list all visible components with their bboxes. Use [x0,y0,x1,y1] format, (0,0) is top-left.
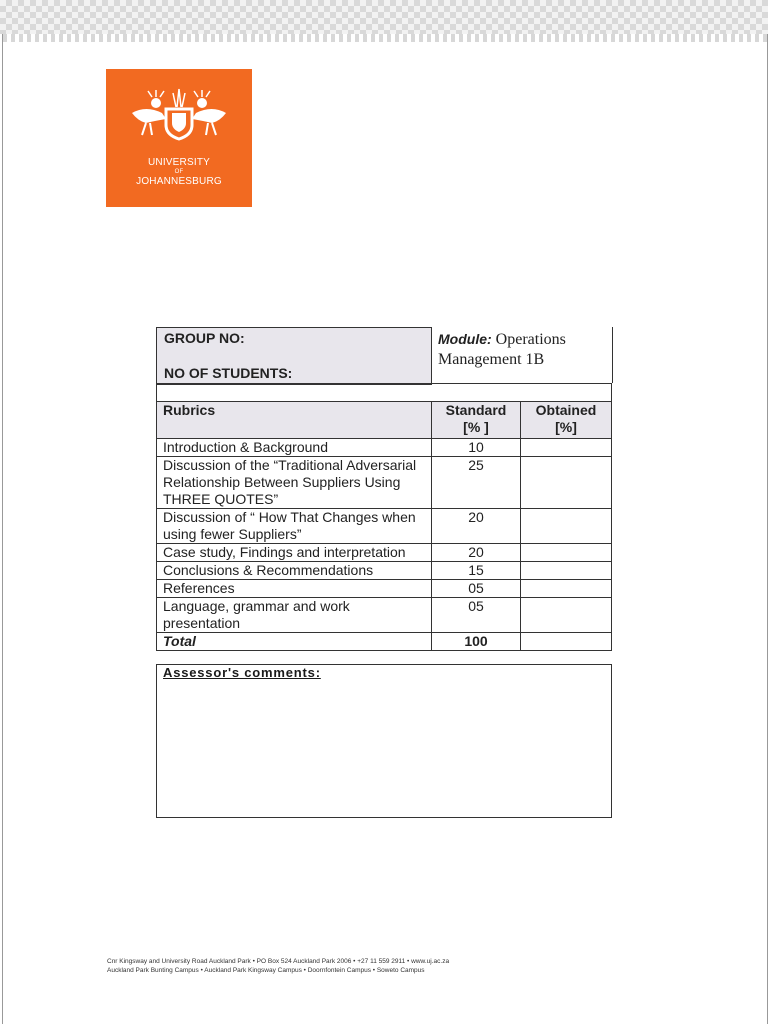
total-obtained[interactable] [521,633,612,651]
transparency-background [0,0,768,34]
rubric-cell: Language, grammar and work presentation [157,598,432,633]
rubric-cell: References [157,580,432,598]
bird-crest-icon [128,87,230,149]
total-label: Total [157,633,432,651]
header-spacer-row [156,383,612,402]
obtained-cell[interactable] [521,580,612,598]
table-row [157,544,612,562]
column-header-rubrics: Rubrics [157,402,432,439]
rubric-cell: Introduction & Background [157,439,432,457]
module-label: Module: [438,331,492,347]
obtained-cell[interactable] [521,509,612,544]
total-row [157,633,612,651]
logo-text-university: UNIVERSITY [147,157,210,168]
rubric-cell: Case study, Findings and interpretation [157,544,432,562]
standard-cell: 20 [432,544,521,562]
page-top-edge [3,34,767,42]
group-info-cell [156,327,432,385]
module-cell [432,327,613,383]
obtained-cell[interactable] [521,544,612,562]
assessor-comments-box[interactable] [156,664,612,818]
obtained-cell[interactable] [521,598,612,633]
column-header-standard: Standard [% ] [432,402,521,439]
obtained-cell[interactable] [521,457,612,509]
logo-text-johannesburg: JOHANNESBURG [136,176,222,187]
standard-cell: 05 [432,598,521,633]
total-standard: 100 [432,633,521,651]
module-value-line2: Management 1B [438,351,545,368]
rubric-cell: Discussion of “ How That Changes when using fewer Suppliers” [157,509,432,544]
obtained-cell[interactable] [521,562,612,580]
footer-campuses: Auckland Park Bunting Campus • Auckland Park Kingsway Campus • Doornfontein Campus • Soweto Campus [107,967,425,974]
standard-cell: 15 [432,562,521,580]
group-no-label: GROUP NO: [164,330,245,346]
obtained-cell[interactable] [521,439,612,457]
rubric-cell: Conclusions & Recommendations [157,562,432,580]
module-value-line1: Operations [495,331,566,348]
table-row [157,562,612,580]
table-row [157,439,612,457]
assessor-comments-label: Assessor's comments: [163,665,321,680]
standard-cell: 05 [432,580,521,598]
university-logo [106,69,252,207]
footer-address: Cnr Kingsway and University Road Auckland Park • PO Box 524 Auckland Park 2006 • +27 11 559 2911 • www.uj.ac.za [107,958,450,965]
table-row [157,598,612,633]
rubrics-table [156,401,612,651]
no-of-students-label: NO OF STUDENTS: [164,365,293,381]
column-header-obtained: Obtained [%] [521,402,612,439]
module-text [438,329,566,370]
assessment-form [156,327,612,817]
page-footer [107,957,449,975]
table-row [157,509,612,544]
standard-cell: 10 [432,439,521,457]
table-row [157,457,612,509]
rubric-cell: Discussion of the “Traditional Adversarial Relationship Between Suppliers Using THREE QUOTES” [157,457,432,509]
table-header-row [157,402,612,439]
logo-text-of: OF [174,169,184,175]
table-row [157,580,612,598]
standard-cell: 25 [432,457,521,509]
standard-cell: 20 [432,509,521,544]
